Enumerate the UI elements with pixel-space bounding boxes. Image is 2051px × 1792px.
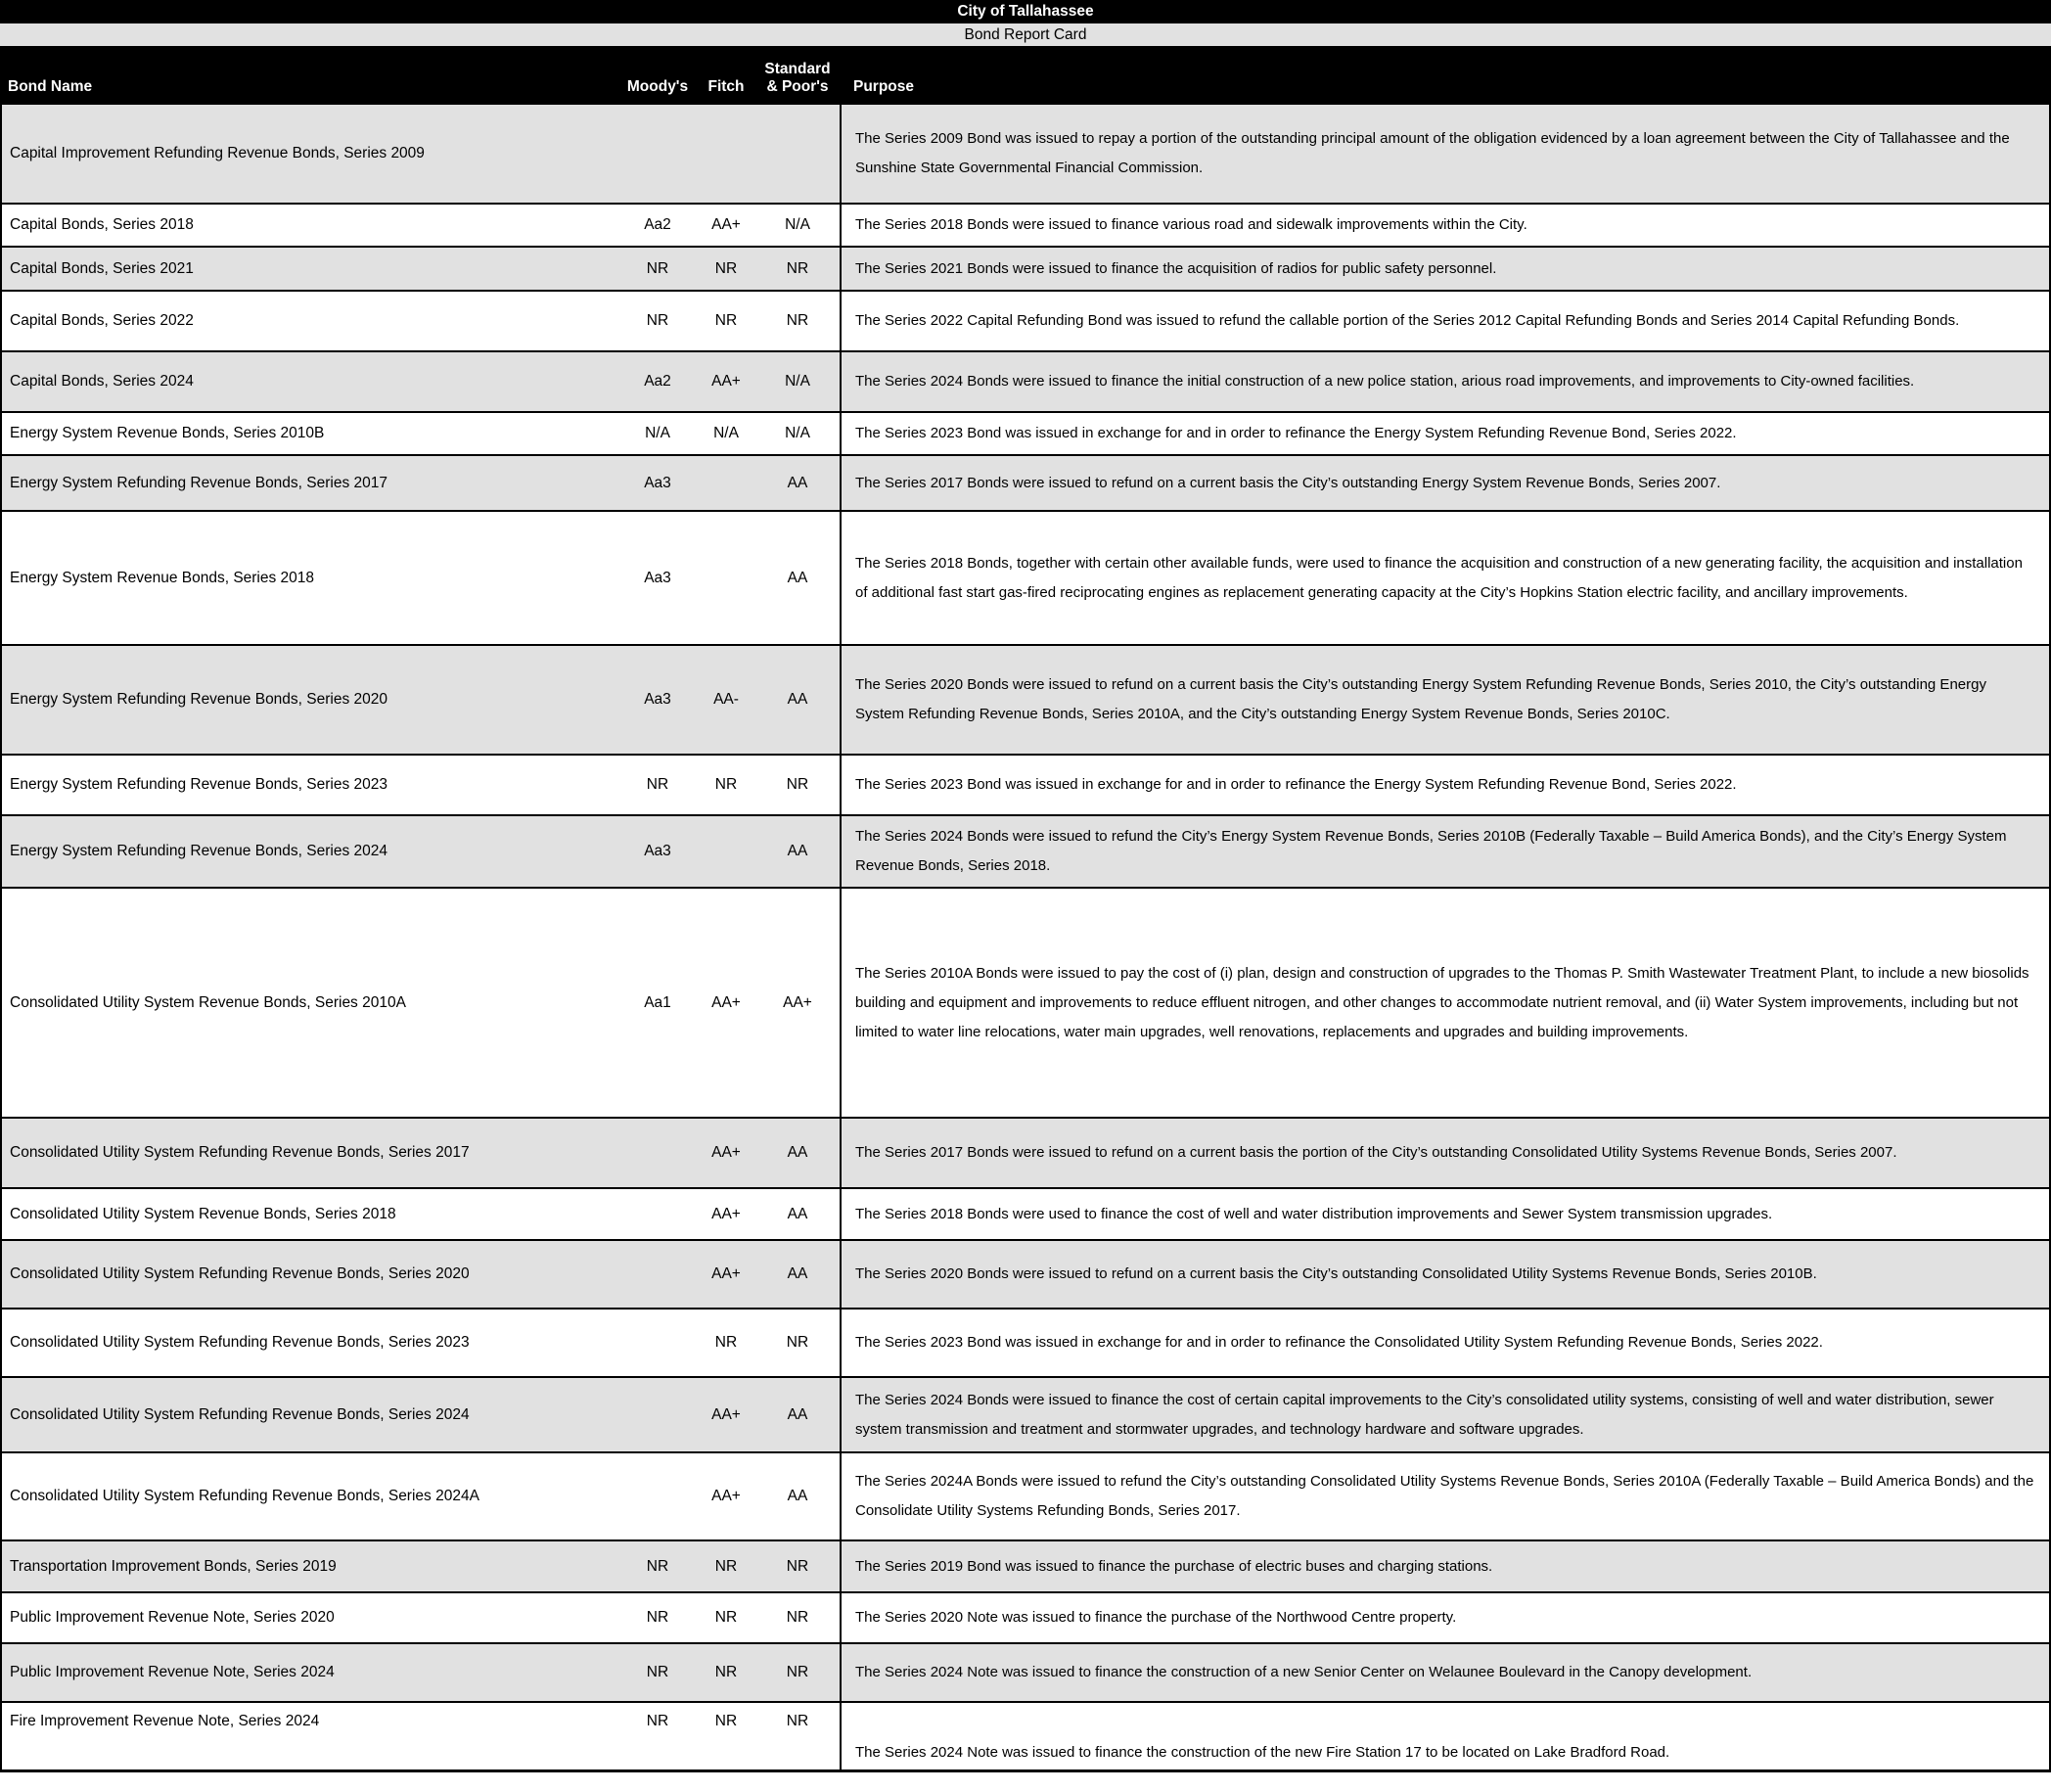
bond-name-cell <box>2 205 618 246</box>
column-header-moodys: Moody's <box>626 78 689 95</box>
moodys-rating-cell <box>618 512 697 644</box>
sp-rating-cell-text: NR <box>786 1334 809 1351</box>
sp-rating-cell-text: AA <box>787 569 808 586</box>
moodys-rating-cell <box>618 756 697 814</box>
moodys-rating-cell <box>618 1310 697 1376</box>
fitch-rating-cell-text: NR <box>714 1557 738 1575</box>
fitch-rating-cell <box>697 292 755 350</box>
report-subtitle: Bond Report Card <box>964 25 1087 43</box>
fitch-rating-cell <box>697 816 755 887</box>
sp-rating-cell <box>755 889 840 1117</box>
purpose-cell <box>840 1593 2049 1642</box>
bond-name-cell <box>2 1593 618 1642</box>
column-header-standard-poors <box>755 61 840 96</box>
purpose-cell-text: The Series 2017 Bonds were issued to refund on a current basis the portion of the City’s outstanding Consolidated Utility Systems Revenue Bonds, Series 2007. <box>855 1144 1897 1161</box>
table-row <box>0 1376 2051 1451</box>
bond-name-cell-text: Consolidated Utility System Revenue Bonds, Series 2010A <box>10 993 406 1011</box>
bond-name-cell <box>2 1378 618 1451</box>
table-row <box>0 290 2051 350</box>
purpose-cell <box>840 456 2049 510</box>
bond-name-cell-text: Consolidated Utility System Revenue Bonds, Series 2018 <box>10 1205 396 1222</box>
sp-rating-cell-text: AA+ <box>783 993 812 1011</box>
fitch-rating-cell <box>697 512 755 644</box>
sp-rating-cell <box>755 248 840 290</box>
moodys-rating-cell <box>618 1119 697 1187</box>
bond-name-cell-text: Energy System Refunding Revenue Bonds, Series 2024 <box>10 843 388 859</box>
fitch-rating-cell <box>697 1644 755 1701</box>
purpose-cell-text: The Series 2024 Bonds were issued to refund the City’s Energy System Revenue Bonds, Series 2010B (Federally Taxable – Build America Bonds), and the City’s Energy System Revenue Bonds, Series 2018. <box>855 828 2007 874</box>
fitch-rating-cell-text: NR <box>714 776 738 793</box>
moodys-rating-cell <box>618 1378 697 1451</box>
moodys-rating-cell <box>618 646 697 754</box>
moodys-rating-cell-text: N/A <box>645 425 670 441</box>
sp-rating-cell-text: NR <box>786 1557 809 1575</box>
table-row <box>0 103 2051 203</box>
fitch-rating-cell <box>697 205 755 246</box>
column-header-standard-poors-line1: Standard <box>764 61 831 77</box>
sp-rating-cell-text: AA <box>787 691 808 708</box>
column-header-fitch: Fitch <box>707 78 745 95</box>
bond-name-cell <box>2 646 618 754</box>
bond-name-cell <box>2 1644 618 1701</box>
moodys-rating-cell-text: NR <box>646 312 669 329</box>
moodys-rating-cell <box>618 1453 697 1539</box>
sp-rating-cell <box>755 1241 840 1308</box>
bond-name-cell-text: Transportation Improvement Bonds, Series 2019 <box>10 1557 337 1575</box>
moodys-rating-cell-text: NR <box>646 1609 669 1626</box>
table-row <box>0 411 2051 454</box>
moodys-rating-cell <box>618 205 697 246</box>
fitch-rating-cell-text: AA+ <box>711 1405 741 1423</box>
purpose-cell-text: The Series 2019 Bond was issued to finance the purchase of electric buses and charging stations. <box>855 1557 1493 1575</box>
sp-rating-cell-text: N/A <box>785 216 810 233</box>
moodys-rating-cell-text: NR <box>646 776 669 793</box>
table-row <box>0 1239 2051 1308</box>
sp-rating-cell-text: N/A <box>785 425 810 441</box>
fitch-rating-cell-text: NR <box>714 1334 738 1351</box>
sp-rating-cell-text: AA <box>787 1405 808 1423</box>
bond-name-cell-text: Capital Bonds, Series 2024 <box>10 373 194 390</box>
purpose-cell-text: The Series 2020 Note was issued to finance the purchase of the Northwood Centre property. <box>855 1609 1457 1626</box>
bond-name-cell-text: Consolidated Utility System Refunding Revenue Bonds, Series 2023 <box>10 1334 470 1351</box>
sp-rating-cell <box>755 413 840 454</box>
bond-name-cell <box>2 756 618 814</box>
purpose-cell <box>840 1703 2049 1769</box>
bond-name-cell <box>2 413 618 454</box>
fitch-rating-cell <box>697 1119 755 1187</box>
table-row <box>0 1642 2051 1701</box>
fitch-rating-cell <box>697 1541 755 1591</box>
purpose-cell-text: The Series 2024 Bonds were issued to finance the cost of certain capital improvements to the City’s consolidated utility systems, consisting of well and water distribution, sewer system transmission and treatment and stormwater upgrades, and technology hardware and software upgrades. <box>855 1391 1994 1438</box>
sp-rating-cell <box>755 816 840 887</box>
fitch-rating-cell <box>697 1189 755 1239</box>
sp-rating-cell-text: AA <box>787 1205 808 1222</box>
moodys-rating-cell-text: Aa2 <box>644 373 671 390</box>
sp-rating-cell-text: AA <box>787 1265 808 1282</box>
table-row <box>0 814 2051 887</box>
table-row <box>0 754 2051 814</box>
purpose-cell <box>840 889 2049 1117</box>
purpose-cell <box>840 1378 2049 1451</box>
moodys-rating-cell-text: Aa3 <box>644 843 671 859</box>
purpose-cell <box>840 352 2049 411</box>
sp-rating-cell-text: NR <box>786 312 809 329</box>
fitch-rating-cell-text: NR <box>714 1609 738 1626</box>
bond-name-cell <box>2 1189 618 1239</box>
fitch-rating-cell <box>697 413 755 454</box>
bond-name-cell-text: Energy System Refunding Revenue Bonds, Series 2017 <box>10 474 388 491</box>
column-header-bond-name: Bond Name <box>8 78 93 95</box>
table-row <box>0 1187 2051 1239</box>
moodys-rating-cell-text: Aa3 <box>644 691 671 708</box>
sp-rating-cell <box>755 1541 840 1591</box>
sp-rating-cell <box>755 205 840 246</box>
purpose-cell-text: The Series 2023 Bond was issued in exchange for and in order to refinance the Energy System Refunding Revenue Bond, Series 2022. <box>855 776 1737 793</box>
sp-rating-cell <box>755 1703 840 1769</box>
purpose-cell <box>840 816 2049 887</box>
bond-name-cell <box>2 816 618 887</box>
moodys-rating-cell <box>618 456 697 510</box>
sp-rating-cell <box>755 292 840 350</box>
purpose-cell <box>840 1241 2049 1308</box>
purpose-cell-text: The Series 2009 Bond was issued to repay a portion of the outstanding principal amount of the obligation evidenced by a loan agreement between the City of Tallahassee and the Sunshine State Governmental Financial Commission. <box>855 130 2010 176</box>
purpose-cell-text: The Series 2018 Bonds were issued to finance various road and sidewalk improvements within the City. <box>855 216 1527 233</box>
table-row <box>0 887 2051 1117</box>
fitch-rating-cell-text: AA+ <box>711 1205 741 1222</box>
purpose-cell <box>840 1189 2049 1239</box>
bond-name-cell-text: Energy System Refunding Revenue Bonds, Series 2023 <box>10 776 388 793</box>
table-row <box>0 1539 2051 1591</box>
column-header-purpose: Purpose <box>853 78 915 95</box>
purpose-cell-text: The Series 2018 Bonds were used to finance the cost of well and water distribution improvements and Sewer System transmission upgrades. <box>855 1205 1773 1222</box>
sp-rating-cell-text: NR <box>786 1713 809 1729</box>
sp-rating-cell <box>755 1593 840 1642</box>
sp-rating-cell <box>755 1189 840 1239</box>
sp-rating-cell <box>755 646 840 754</box>
purpose-cell <box>840 248 2049 290</box>
report-subtitle-bar <box>0 23 2051 46</box>
purpose-cell <box>840 413 2049 454</box>
sp-rating-cell <box>755 352 840 411</box>
sp-rating-cell-text: AA <box>787 1488 808 1504</box>
moodys-rating-cell <box>618 1644 697 1701</box>
sp-rating-cell <box>755 1310 840 1376</box>
table-row <box>0 510 2051 644</box>
sp-rating-cell <box>755 1119 840 1187</box>
purpose-cell-text: The Series 2024A Bonds were issued to refund the City’s outstanding Consolidated Utility Systems Revenue Bonds, Series 2010A (Federally Taxable – Build America Bonds) and the Consolidate Utility Systems Refunding Bonds, Series 2017. <box>855 1473 2034 1519</box>
fitch-rating-cell-text: N/A <box>713 425 739 441</box>
moodys-rating-cell <box>618 816 697 887</box>
purpose-cell <box>840 512 2049 644</box>
fitch-rating-cell <box>697 756 755 814</box>
bond-name-cell-text: Consolidated Utility System Refunding Revenue Bonds, Series 2017 <box>10 1144 470 1161</box>
bond-name-cell <box>2 1453 618 1539</box>
sp-rating-cell-text: AA <box>787 474 808 491</box>
table-header-row <box>0 46 2051 103</box>
purpose-cell <box>840 1453 2049 1539</box>
table-row <box>0 644 2051 754</box>
table-row <box>0 1701 2051 1769</box>
moodys-rating-cell <box>618 1189 697 1239</box>
bond-name-cell <box>2 1310 618 1376</box>
bond-name-cell-text: Capital Bonds, Series 2021 <box>10 259 194 277</box>
fitch-rating-cell-text: AA+ <box>711 1265 741 1282</box>
purpose-cell-text: The Series 2017 Bonds were issued to refund on a current basis the City’s outstanding Energy System Revenue Bonds, Series 2007. <box>855 474 1721 491</box>
bond-name-cell <box>2 105 618 203</box>
bond-name-cell-text: Consolidated Utility System Refunding Revenue Bonds, Series 2020 <box>10 1265 470 1282</box>
bond-name-cell-text: Energy System Revenue Bonds, Series 2010B <box>10 425 325 441</box>
purpose-cell <box>840 1541 2049 1591</box>
purpose-cell-text: The Series 2024 Note was issued to finance the construction of a new Senior Center on Welaunee Boulevard in the Canopy development. <box>855 1664 1753 1680</box>
bond-name-cell-text: Public Improvement Revenue Note, Series 2024 <box>10 1664 335 1680</box>
sp-rating-cell <box>755 105 840 203</box>
moodys-rating-cell <box>618 352 697 411</box>
moodys-rating-cell <box>618 1541 697 1591</box>
sp-rating-cell-text: NR <box>786 1609 809 1626</box>
report-title: City of Tallahassee <box>957 3 1094 20</box>
table-row <box>0 1451 2051 1539</box>
table-row <box>0 203 2051 246</box>
fitch-rating-cell <box>697 1593 755 1642</box>
fitch-rating-cell-text: NR <box>714 1713 738 1729</box>
fitch-rating-cell-text: NR <box>714 312 738 329</box>
fitch-rating-cell <box>697 105 755 203</box>
fitch-rating-cell <box>697 1241 755 1308</box>
purpose-cell-text: The Series 2023 Bond was issued in exchange for and in order to refinance the Energy System Refunding Revenue Bond, Series 2022. <box>855 425 1737 441</box>
bond-name-cell-text: Energy System Refunding Revenue Bonds, Series 2020 <box>10 691 388 708</box>
fitch-rating-cell-text: NR <box>714 259 738 277</box>
purpose-cell <box>840 105 2049 203</box>
bond-name-cell <box>2 1541 618 1591</box>
bond-name-cell <box>2 1241 618 1308</box>
purpose-cell-text: The Series 2022 Capital Refunding Bond was issued to refund the callable portion of the Series 2012 Capital Refunding Bonds and Series 2014 Capital Refunding Bonds. <box>855 312 1960 329</box>
sp-rating-cell <box>755 1378 840 1451</box>
fitch-rating-cell-text: NR <box>714 1664 738 1680</box>
purpose-cell <box>840 756 2049 814</box>
bond-name-cell-text: Consolidated Utility System Refunding Revenue Bonds, Series 2024A <box>10 1488 479 1504</box>
table-row <box>0 350 2051 411</box>
bond-name-cell-text: Capital Improvement Refunding Revenue Bonds, Series 2009 <box>10 145 425 161</box>
purpose-cell <box>840 646 2049 754</box>
table-row <box>0 1308 2051 1376</box>
bond-name-cell-text: Public Improvement Revenue Note, Series 2020 <box>10 1609 335 1626</box>
purpose-cell-text: The Series 2024 Note was issued to finance the construction of the new Fire Station 17 to be located on Lake Bradford Road. <box>855 1744 1670 1761</box>
purpose-cell <box>840 1644 2049 1701</box>
purpose-cell-text: The Series 2020 Bonds were issued to refund on a current basis the City’s outstanding Consolidated Utility Systems Revenue Bonds, Series 2010B. <box>855 1265 1817 1282</box>
moodys-rating-cell-text: NR <box>646 1713 669 1729</box>
sp-rating-cell-text: AA <box>787 843 808 859</box>
fitch-rating-cell-text: AA+ <box>711 373 741 390</box>
moodys-rating-cell <box>618 292 697 350</box>
sp-rating-cell <box>755 456 840 510</box>
bond-name-cell <box>2 512 618 644</box>
fitch-rating-cell-text: AA+ <box>711 216 741 233</box>
moodys-rating-cell-text: NR <box>646 259 669 277</box>
report-title-bar <box>0 0 2051 23</box>
purpose-cell-text: The Series 2023 Bond was issued in exchange for and in order to refinance the Consolidated Utility System Refunding Revenue Bonds, Series 2022. <box>855 1334 1823 1351</box>
table-row <box>0 1117 2051 1187</box>
bond-name-cell <box>2 456 618 510</box>
purpose-cell-text: The Series 2018 Bonds, together with certain other available funds, were used to finance the acquisition and construction of a new generating facility, the acquisition and installation of additional fast start gas-fired reciprocating engines as replacement generating capacity at the City’s Hopkins Station electric facility, and ancillary improvements. <box>855 554 2023 601</box>
moodys-rating-cell-text: Aa2 <box>644 216 671 233</box>
fitch-rating-cell <box>697 352 755 411</box>
fitch-rating-cell <box>697 1703 755 1769</box>
table-row <box>0 246 2051 290</box>
moodys-rating-cell <box>618 1241 697 1308</box>
purpose-cell-text: The Series 2021 Bonds were issued to finance the acquisition of radios for public safety personnel. <box>855 259 1497 277</box>
bond-name-cell-text: Fire Improvement Revenue Note, Series 2024 <box>10 1713 320 1729</box>
purpose-cell-text: The Series 2020 Bonds were issued to refund on a current basis the City’s outstanding Energy System Refunding Revenue Bonds, Series 2010, the City’s outstanding Energy System Refunding Revenue Bonds, Series 2010A, and the City’s outstanding Energy System Revenue Bonds, Series 2010C. <box>855 676 1986 722</box>
moodys-rating-cell <box>618 1593 697 1642</box>
bond-name-cell <box>2 292 618 350</box>
moodys-rating-cell <box>618 413 697 454</box>
moodys-rating-cell-text: Aa3 <box>644 569 671 586</box>
fitch-rating-cell <box>697 1453 755 1539</box>
purpose-cell <box>840 292 2049 350</box>
column-header-standard-poors-line2: & Poor's <box>766 78 829 95</box>
purpose-cell-text: The Series 2010A Bonds were issued to pay the cost of (i) plan, design and construction of upgrades to the Thomas P. Smith Wastewater Treatment Plant, to include a new biosolids building and equipment and improvements to reduce effluent nitrogen, and other changes to accommodate nutrient removal, and (ii) Water System improvements, including but not limited to water line relocations, water main upgrades, well renovations, replacements and upgrades and building improvements. <box>855 964 2029 1040</box>
bond-name-cell-text: Capital Bonds, Series 2018 <box>10 216 194 233</box>
moodys-rating-cell <box>618 105 697 203</box>
fitch-rating-cell <box>697 1310 755 1376</box>
fitch-rating-cell-text: AA- <box>713 691 739 708</box>
bond-name-cell <box>2 1119 618 1187</box>
sp-rating-cell-text: NR <box>786 1664 809 1680</box>
purpose-cell <box>840 1310 2049 1376</box>
purpose-cell <box>840 205 2049 246</box>
bond-name-cell <box>2 248 618 290</box>
moodys-rating-cell-text: Aa1 <box>644 993 671 1011</box>
fitch-rating-cell <box>697 889 755 1117</box>
fitch-rating-cell-text: AA+ <box>711 993 741 1011</box>
moodys-rating-cell-text: NR <box>646 1557 669 1575</box>
moodys-rating-cell <box>618 1703 697 1769</box>
purpose-cell-text: The Series 2024 Bonds were issued to finance the initial construction of a new police station, arious road improvements, and improvements to City-owned facilities. <box>855 373 1915 390</box>
sp-rating-cell <box>755 1644 840 1701</box>
fitch-rating-cell <box>697 456 755 510</box>
fitch-rating-cell <box>697 646 755 754</box>
moodys-rating-cell-text: NR <box>646 1664 669 1680</box>
table-body <box>0 103 2051 1772</box>
purpose-cell <box>840 1119 2049 1187</box>
moodys-rating-cell <box>618 248 697 290</box>
moodys-rating-cell-text: Aa3 <box>644 474 671 491</box>
bond-name-cell-text: Energy System Revenue Bonds, Series 2018 <box>10 569 315 586</box>
fitch-rating-cell-text: AA+ <box>711 1144 741 1161</box>
sp-rating-cell-text: N/A <box>785 373 810 390</box>
bond-name-cell-text: Consolidated Utility System Refunding Revenue Bonds, Series 2024 <box>10 1405 470 1423</box>
table-row <box>0 1591 2051 1642</box>
moodys-rating-cell <box>618 889 697 1117</box>
fitch-rating-cell <box>697 1378 755 1451</box>
fitch-rating-cell-text: AA+ <box>711 1488 741 1504</box>
table-row <box>0 454 2051 510</box>
sp-rating-cell <box>755 1453 840 1539</box>
bond-name-cell <box>2 889 618 1117</box>
bond-name-cell <box>2 1703 618 1769</box>
sp-rating-cell-text: NR <box>786 776 809 793</box>
fitch-rating-cell <box>697 248 755 290</box>
sp-rating-cell <box>755 756 840 814</box>
sp-rating-cell-text: NR <box>786 259 809 277</box>
sp-rating-cell <box>755 512 840 644</box>
bond-name-cell-text: Capital Bonds, Series 2022 <box>10 312 194 329</box>
sp-rating-cell-text: AA <box>787 1144 808 1161</box>
bond-name-cell <box>2 352 618 411</box>
